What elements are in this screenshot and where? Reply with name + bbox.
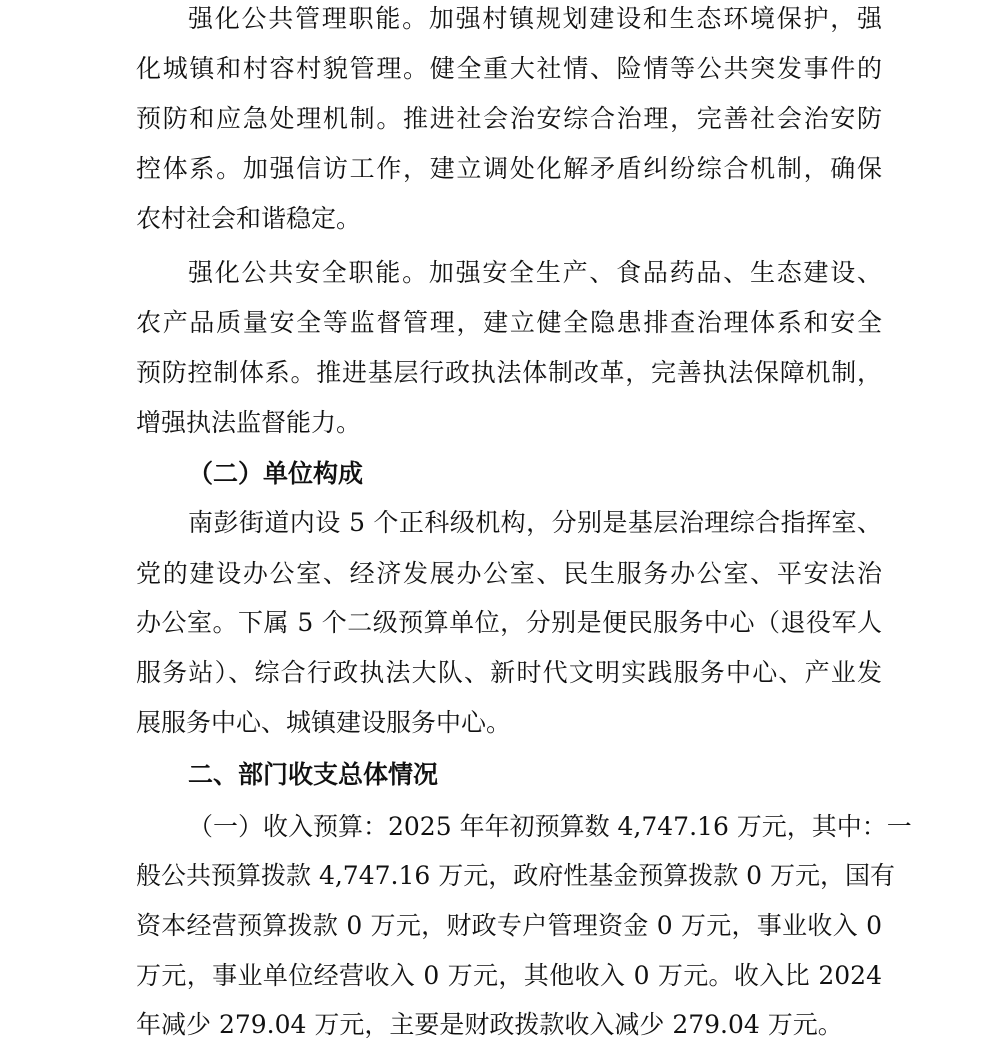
paragraph-line: 服务站）、综合行政执法大队、新时代文明实践服务中心、产业发 xyxy=(136,658,882,687)
paragraph-line: 党的建设办公室、经济发展办公室、民生服务办公室、平安法治 xyxy=(136,559,882,588)
paragraph-line: （一）收入预算：2025 年年初预算数 4,747.16 万元，其中：一 xyxy=(188,812,912,841)
paragraph-line: 办公室。下属 5 个二级预算单位，分别是便民服务中心（退役军人 xyxy=(136,608,882,637)
paragraph-line: 农村社会和谐稳定。 xyxy=(136,204,362,233)
paragraph-line: 年减少 279.04 万元，主要是财政拨款收入减少 279.04 万元。 xyxy=(136,1010,843,1039)
paragraph-line: 预防控制体系。推进基层行政执法体制改革，完善执法保障机制， xyxy=(136,358,882,387)
paragraph-line: 展服务中心、城镇建设服务中心。 xyxy=(136,708,512,737)
paragraph-line: 农产品质量安全等监督管理，建立健全隐患排查治理体系和安全 xyxy=(136,308,882,337)
paragraph-line: 控体系。加强信访工作，建立调处化解矛盾纠纷综合机制，确保 xyxy=(136,154,882,183)
paragraph-line: 南彭街道内设 5 个正科级机构，分别是基层治理综合指挥室、 xyxy=(188,508,882,537)
section-heading: （二）单位构成 xyxy=(188,459,364,488)
paragraph-line: 强化公共安全职能。加强安全生产、食品药品、生态建设、 xyxy=(188,258,882,287)
paragraph-line: 增强执法监督能力。 xyxy=(136,408,362,437)
paragraph-line: 预防和应急处理机制。推进社会治安综合治理，完善社会治安防 xyxy=(136,104,882,133)
paragraph-line: 资本经营预算拨款 0 万元，财政专户管理资金 0 万元，事业收入 0 xyxy=(136,911,882,940)
paragraph-line: 般公共预算拨款 4,747.16 万元，政府性基金预算拨款 0 万元，国有 xyxy=(136,861,896,890)
section-heading: 二、部门收支总体情况 xyxy=(188,760,439,789)
paragraph-line: 化城镇和村容村貌管理。健全重大社情、险情等公共突发事件的 xyxy=(136,54,882,83)
paragraph-line: 强化公共管理职能。加强村镇规划建设和生态环境保护，强 xyxy=(188,4,882,33)
paragraph-line: 万元，事业单位经营收入 0 万元，其他收入 0 万元。收入比 2024 xyxy=(136,961,882,990)
